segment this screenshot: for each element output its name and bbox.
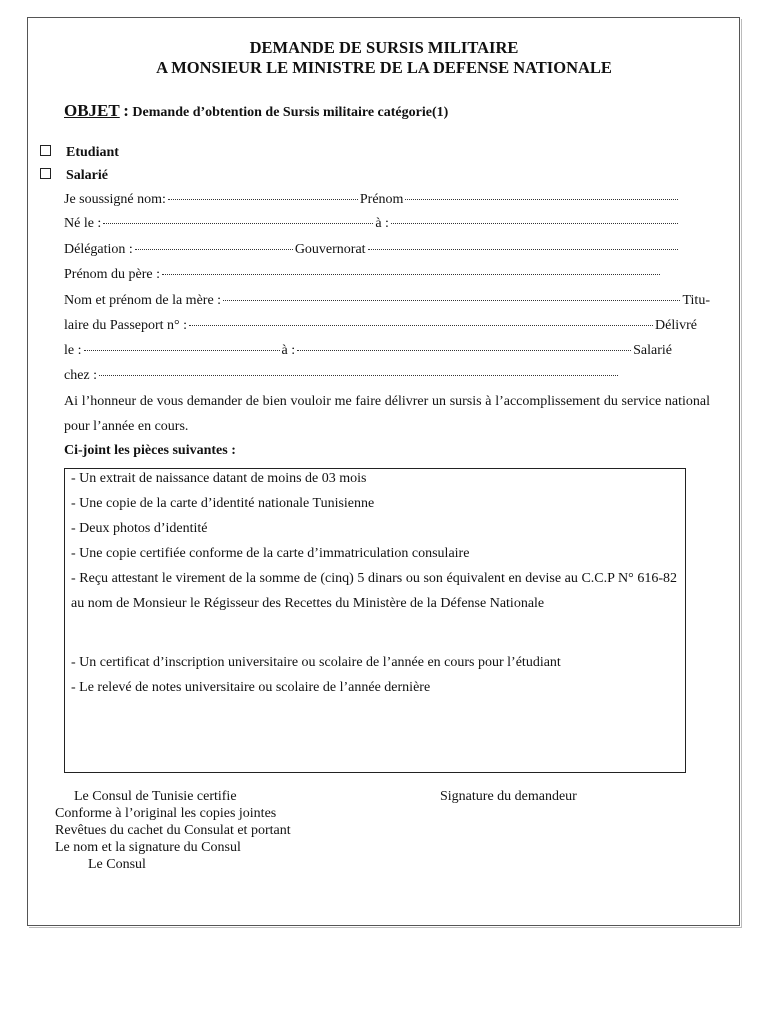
objet-line: [64, 101, 448, 121]
pieces-heading: Ci-joint les pièces suivantes :: [64, 443, 236, 458]
piece-item: - Une copie de la carte d’identité nationale Tunisienne: [71, 496, 375, 511]
checkbox-salarie-label: Salarié: [66, 168, 108, 183]
prenom-input[interactable]: [405, 199, 678, 200]
passeport-input[interactable]: [189, 325, 653, 326]
gouvernorat-input[interactable]: [368, 249, 678, 250]
checkbox-square-icon[interactable]: [40, 145, 51, 156]
field-line-delegation: [64, 242, 680, 258]
lieu-delivrance-input[interactable]: [297, 350, 631, 351]
consul-line-4: Le nom et la signature du Consul: [55, 840, 241, 855]
consul-line-5: Le Consul: [88, 857, 146, 872]
consul-line-1: Le Consul de Tunisie certifie: [74, 789, 237, 804]
nom-label: Je soussigné nom:: [64, 192, 166, 207]
piece-item: - Reçu attestant le virement de la somme de (cinq) 5 dinars ou son équivalent en devise au C.C.P N° 616-82 au nom de Monsieur le Régisseur des Recettes du Ministère de la Défense Nationale: [71, 571, 677, 611]
delegation-label: Délégation :: [64, 242, 133, 257]
delivre-label: Délivré: [655, 318, 697, 333]
salarie-label: Salarié: [633, 343, 672, 358]
piece-item: - Deux photos d’identité: [71, 521, 208, 536]
prenom-label: Prénom: [359, 192, 404, 207]
checkbox-salarie[interactable]: [40, 168, 108, 184]
gouvernorat-label: Gouvernorat: [294, 242, 366, 257]
signature-label: Signature du demandeur: [440, 789, 577, 804]
nom-mere-input[interactable]: [223, 300, 680, 301]
consul-line-2: Conforme à l’original les copies jointes: [55, 806, 277, 821]
date-naissance-input[interactable]: [103, 223, 373, 224]
piece-item: - Le relevé de notes universitaire ou scolaire de l’année dernière: [71, 680, 431, 695]
field-line-employeur: [64, 368, 620, 384]
field-line-mere: [64, 293, 710, 309]
lieu-delivrance-label: à :: [281, 343, 296, 358]
field-line-delivrance: [64, 343, 672, 359]
piece-item: - Une copie certifiée conforme de la carte d’immatriculation consulaire: [71, 546, 470, 561]
form-title-line-2: A MONSIEUR LE MINISTRE DE LA DEFENSE NATIONALE: [156, 58, 612, 77]
request-paragraph: Ai l’honneur de vous demander de bien vouloir me faire délivrer un sursis à l’accomplissement du service national pour l’année en cours.: [64, 394, 710, 434]
titulaire-label-part1: Titu-: [682, 293, 710, 308]
form-title-line-1: DEMANDE DE SURSIS MILITAIRE: [249, 38, 519, 57]
pieces-box: [64, 468, 686, 773]
field-line-naissance: [64, 216, 680, 232]
passeport-label: laire du Passeport n° :: [64, 318, 188, 333]
date-delivrance-label: le :: [64, 343, 82, 358]
ne-le-label: Né le :: [64, 216, 102, 231]
piece-item: - Un extrait de naissance datant de moins de 03 mois: [71, 471, 367, 486]
piece-item: - Un certificat d’inscription universitaire ou scolaire de l’année en cours pour l’étudiant: [71, 655, 561, 670]
checkbox-etudiant[interactable]: [40, 145, 119, 161]
prenom-pere-label: Prénom du père :: [64, 267, 161, 282]
checkbox-etudiant-label: Etudiant: [66, 145, 119, 160]
nom-mere-label: Nom et prénom de la mère :: [64, 293, 222, 308]
field-line-nom: [64, 192, 680, 208]
checkbox-square-icon[interactable]: [40, 168, 51, 179]
chez-label: chez :: [64, 368, 98, 383]
objet-label: OBJET: [64, 101, 120, 120]
date-delivrance-input[interactable]: [84, 350, 280, 351]
delegation-input[interactable]: [135, 249, 293, 250]
objet-colon: :: [123, 101, 129, 120]
prenom-pere-input[interactable]: [162, 274, 660, 275]
employeur-input[interactable]: [99, 375, 618, 376]
field-line-passeport: [64, 318, 697, 334]
field-line-pere: [64, 267, 662, 283]
consul-line-3: Revêtues du cachet du Consulat et portant: [55, 823, 291, 838]
lieu-naissance-input[interactable]: [391, 223, 678, 224]
objet-text: Demande d’obtention de Sursis militaire catégorie(1): [132, 105, 449, 120]
nom-input[interactable]: [168, 199, 358, 200]
lieu-naissance-label: à :: [375, 216, 389, 231]
